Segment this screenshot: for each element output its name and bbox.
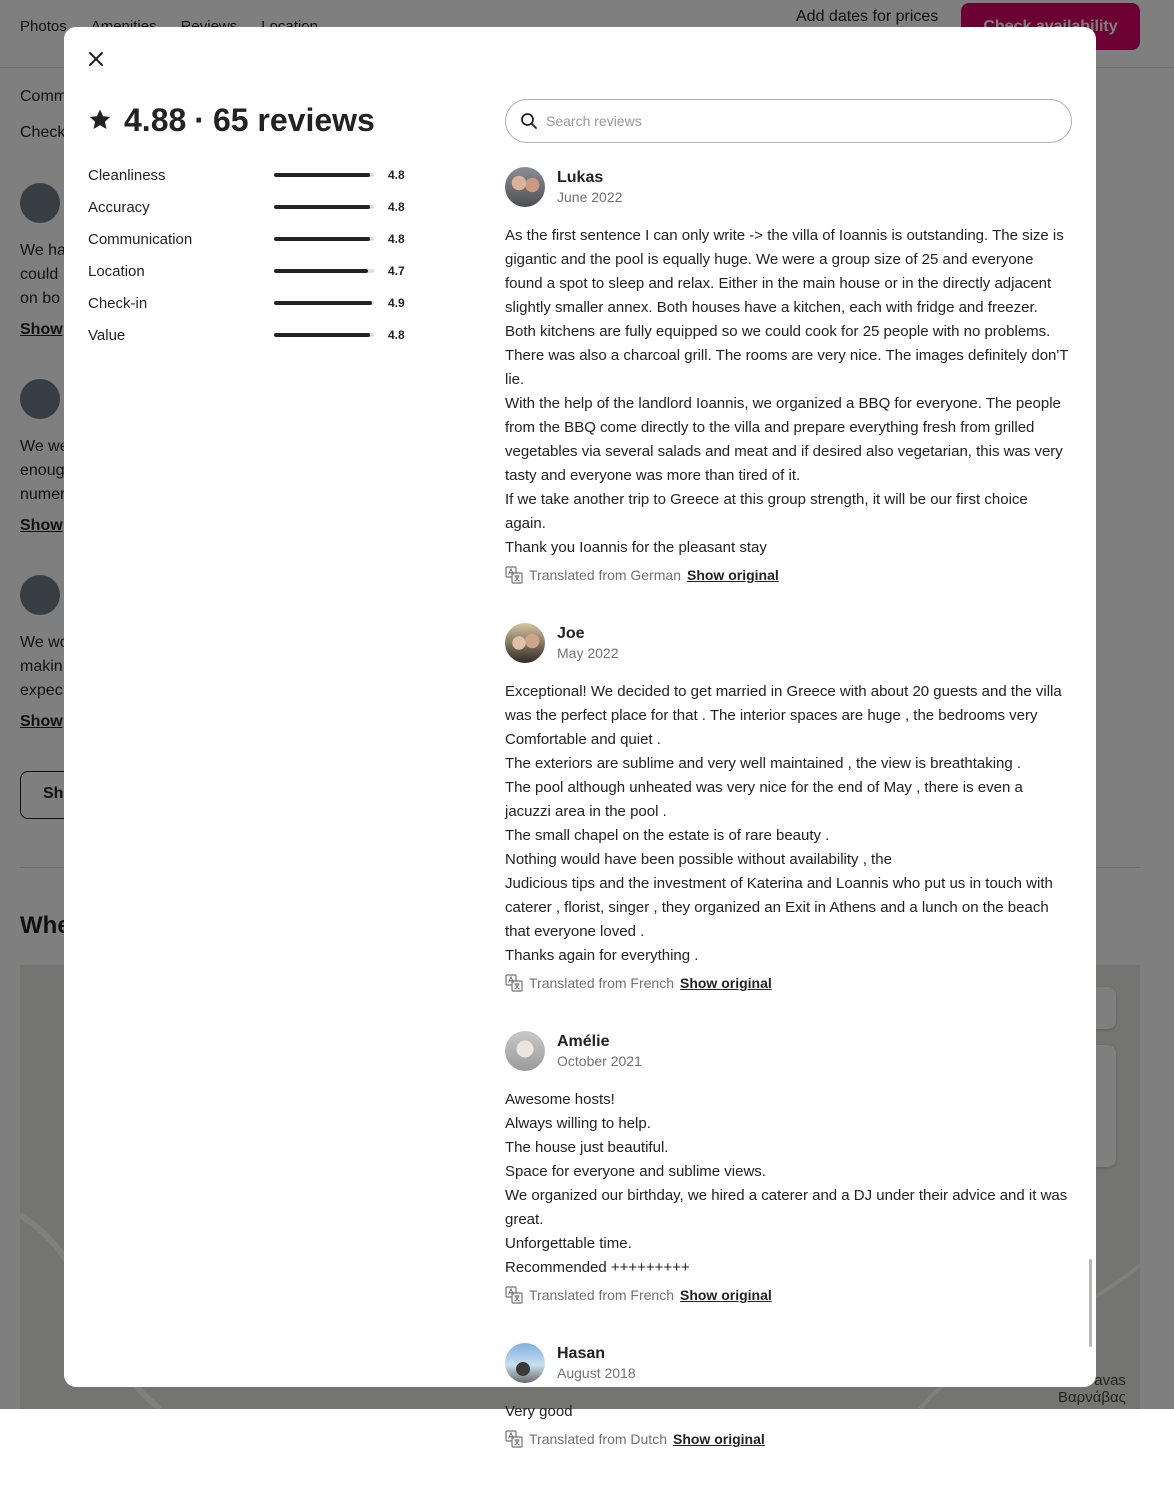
- scrollbar-thumb[interactable]: [1089, 1259, 1092, 1347]
- reviewer-name: Joe: [557, 625, 585, 642]
- search-reviews-field[interactable]: [505, 99, 1072, 143]
- show-original-link[interactable]: Show original: [686, 567, 779, 583]
- reviews-modal: [64, 27, 1096, 1447]
- review-paragraph: Nothing would have been possible without availability , the: [505, 851, 892, 868]
- review-date: May 2022: [557, 645, 619, 661]
- translated-from-text: Translated from French: [529, 1287, 674, 1303]
- review-paragraph: With the help of the landlord Ioannis, we organized a BBQ for everyone. The people from the BBQ come directly to the villa and prepare everything fresh from grilled vegetables via several salads and meat and if desired also vegetarian, this was very tasty and everyone was more than tired of it.: [505, 395, 1063, 484]
- review-paragraph: Thank you Ioannis for the pleasant stay: [505, 539, 767, 556]
- star-icon: [88, 108, 112, 132]
- rating-summary: [88, 101, 408, 351]
- review-paragraph: Thanks again for everything .: [505, 947, 699, 964]
- review-paragraph: The small chapel on the estate is of rare beauty .: [505, 827, 830, 844]
- rating-label: Cleanliness: [88, 166, 166, 184]
- rating-value: 4.8: [388, 232, 405, 246]
- show-original-link[interactable]: Show original: [679, 975, 772, 991]
- search-input[interactable]: [546, 113, 1046, 129]
- review-paragraph: As the first sentence I can only write -> the villa of Ioannis is outstanding. The size is gigantic and the pool is equally huge. We were a group size of 25 and everyone found a spot to sleep and relax. Either in the main house or in the directly adjacent slightly smaller annex. Both houses have a kitchen, each with fridge and freezer. Both kitchens are fully equipped so we could cook for 25 people with no problems. There was also a charcoal grill. The rooms are very nice. The images definitely don'T lie.: [505, 227, 1069, 388]
- review-card: [505, 1030, 1072, 1306]
- review-text: [505, 1088, 1072, 1280]
- review-paragraph: Awesome hosts!: [505, 1091, 615, 1108]
- review-date: August 2018: [557, 1365, 636, 1381]
- reviews-list: [505, 166, 1072, 1486]
- reviewer-name: Lukas: [557, 169, 604, 186]
- rating-value: 4.8: [388, 328, 405, 342]
- avatar[interactable]: [505, 1031, 545, 1071]
- rating-separator: ·: [194, 101, 205, 138]
- rating-label: Communication: [88, 230, 193, 248]
- review-paragraph: Always willing to help.: [505, 1115, 651, 1132]
- reviewer-info: [557, 168, 622, 206]
- review-date: October 2021: [557, 1053, 642, 1069]
- translation-note: [505, 972, 1072, 994]
- review-header: [505, 166, 1072, 208]
- rating-value: 4.7: [388, 264, 405, 278]
- review-header: [505, 1342, 1072, 1384]
- review-header: [505, 1030, 1072, 1072]
- rating-label: Accuracy: [88, 198, 150, 216]
- review-paragraph: Space for everyone and sublime views.: [505, 1163, 766, 1180]
- rating-label: Check-in: [88, 294, 148, 312]
- review-paragraph: The exteriors are sublime and very well maintained , the view is breathtaking .: [505, 755, 1022, 772]
- rating-label: Location: [88, 262, 145, 280]
- reviewer-info: [557, 1032, 642, 1070]
- translate-icon: [505, 1286, 523, 1304]
- rating-bar: [274, 205, 374, 209]
- close-button[interactable]: [80, 43, 112, 75]
- rating-bar-fill: [274, 301, 372, 305]
- translated-from-text: Translated from German: [529, 567, 681, 583]
- reviewer-info: [557, 1344, 636, 1382]
- rating-bar: [274, 301, 374, 305]
- rating-value: 4.8: [388, 168, 405, 182]
- review-text: [505, 224, 1072, 560]
- review-date: June 2022: [557, 189, 623, 205]
- review-paragraph: The house just beautiful.: [505, 1139, 669, 1156]
- review-header: [505, 622, 1072, 664]
- review-paragraph: We organized our birthday, we hired a caterer and a DJ under their advice and it was great.: [505, 1187, 1068, 1228]
- translation-note: [505, 564, 1072, 586]
- search-icon: [520, 112, 538, 130]
- review-paragraph: Judicious tips and the investment of Katerina and Loannis who put us in touch with caterer , florist, singer , they organized an Exit in Athens and a lunch on the beach that everyone loved .: [505, 875, 1053, 940]
- rating-row-cleanliness: [88, 159, 408, 191]
- translation-note: [505, 1428, 1072, 1450]
- rating-bar: [274, 269, 374, 273]
- review-card: [505, 166, 1072, 586]
- translate-icon: [505, 974, 523, 992]
- translation-note: [505, 1284, 1072, 1306]
- rating-bar-fill: [274, 237, 370, 241]
- show-original-link[interactable]: Show original: [679, 1287, 772, 1303]
- translate-icon: [505, 566, 523, 584]
- review-card: [505, 622, 1072, 994]
- rating-label: Value: [88, 326, 126, 344]
- rating-bar-fill: [274, 269, 368, 273]
- review-paragraph: Unforgettable time.: [505, 1235, 632, 1252]
- review-paragraph: Recommended +++++++++: [505, 1259, 690, 1276]
- show-original-link[interactable]: Show original: [672, 1431, 765, 1447]
- rating-row-accuracy: [88, 191, 408, 223]
- rating-row-check-in: [88, 287, 408, 319]
- rating-heading: [88, 101, 408, 139]
- rating-bar: [274, 237, 374, 241]
- close-icon: [88, 51, 104, 67]
- category-ratings: [88, 159, 408, 351]
- rating-value: 4.8: [388, 200, 405, 214]
- rating-bar-fill: [274, 333, 370, 337]
- rating-bar-fill: [274, 173, 370, 177]
- review-card: [505, 1342, 1072, 1450]
- rating-bar-fill: [274, 205, 370, 209]
- reviewer-name: Amélie: [557, 1033, 610, 1050]
- avatar[interactable]: [505, 623, 545, 663]
- rating-value: 4.9: [388, 296, 405, 310]
- review-text: [505, 1400, 1072, 1424]
- avatar[interactable]: [505, 167, 545, 207]
- reviewer-name: Hasan: [557, 1345, 606, 1362]
- review-text: [505, 680, 1072, 968]
- review-paragraph: The pool although unheated was very nice for the end of May , there is even a jacuzzi area in the pool .: [505, 779, 1023, 820]
- rating-row-location: [88, 255, 408, 287]
- translated-from-text: Translated from Dutch: [529, 1431, 667, 1447]
- reviewer-info: [557, 624, 618, 662]
- rating-bar: [274, 333, 374, 337]
- review-paragraph: Exceptional! We decided to get married in Greece with about 20 guests and the villa was the perfect place for that . The interior spaces are huge , the bedrooms very Comfortable and quiet .: [505, 683, 1062, 748]
- review-paragraph: Very good: [505, 1403, 573, 1420]
- rating-row-value: [88, 319, 408, 351]
- translate-icon: [505, 1430, 523, 1448]
- overall-rating: 4.88: [124, 101, 187, 138]
- rating-bar: [274, 173, 374, 177]
- rating-row-communication: [88, 223, 408, 255]
- review-paragraph: If we take another trip to Greece at this group strength, it will be our first choice again.: [505, 491, 1028, 532]
- avatar[interactable]: [505, 1343, 545, 1383]
- translated-from-text: Translated from French: [529, 975, 674, 991]
- review-count: 65 reviews: [212, 101, 375, 138]
